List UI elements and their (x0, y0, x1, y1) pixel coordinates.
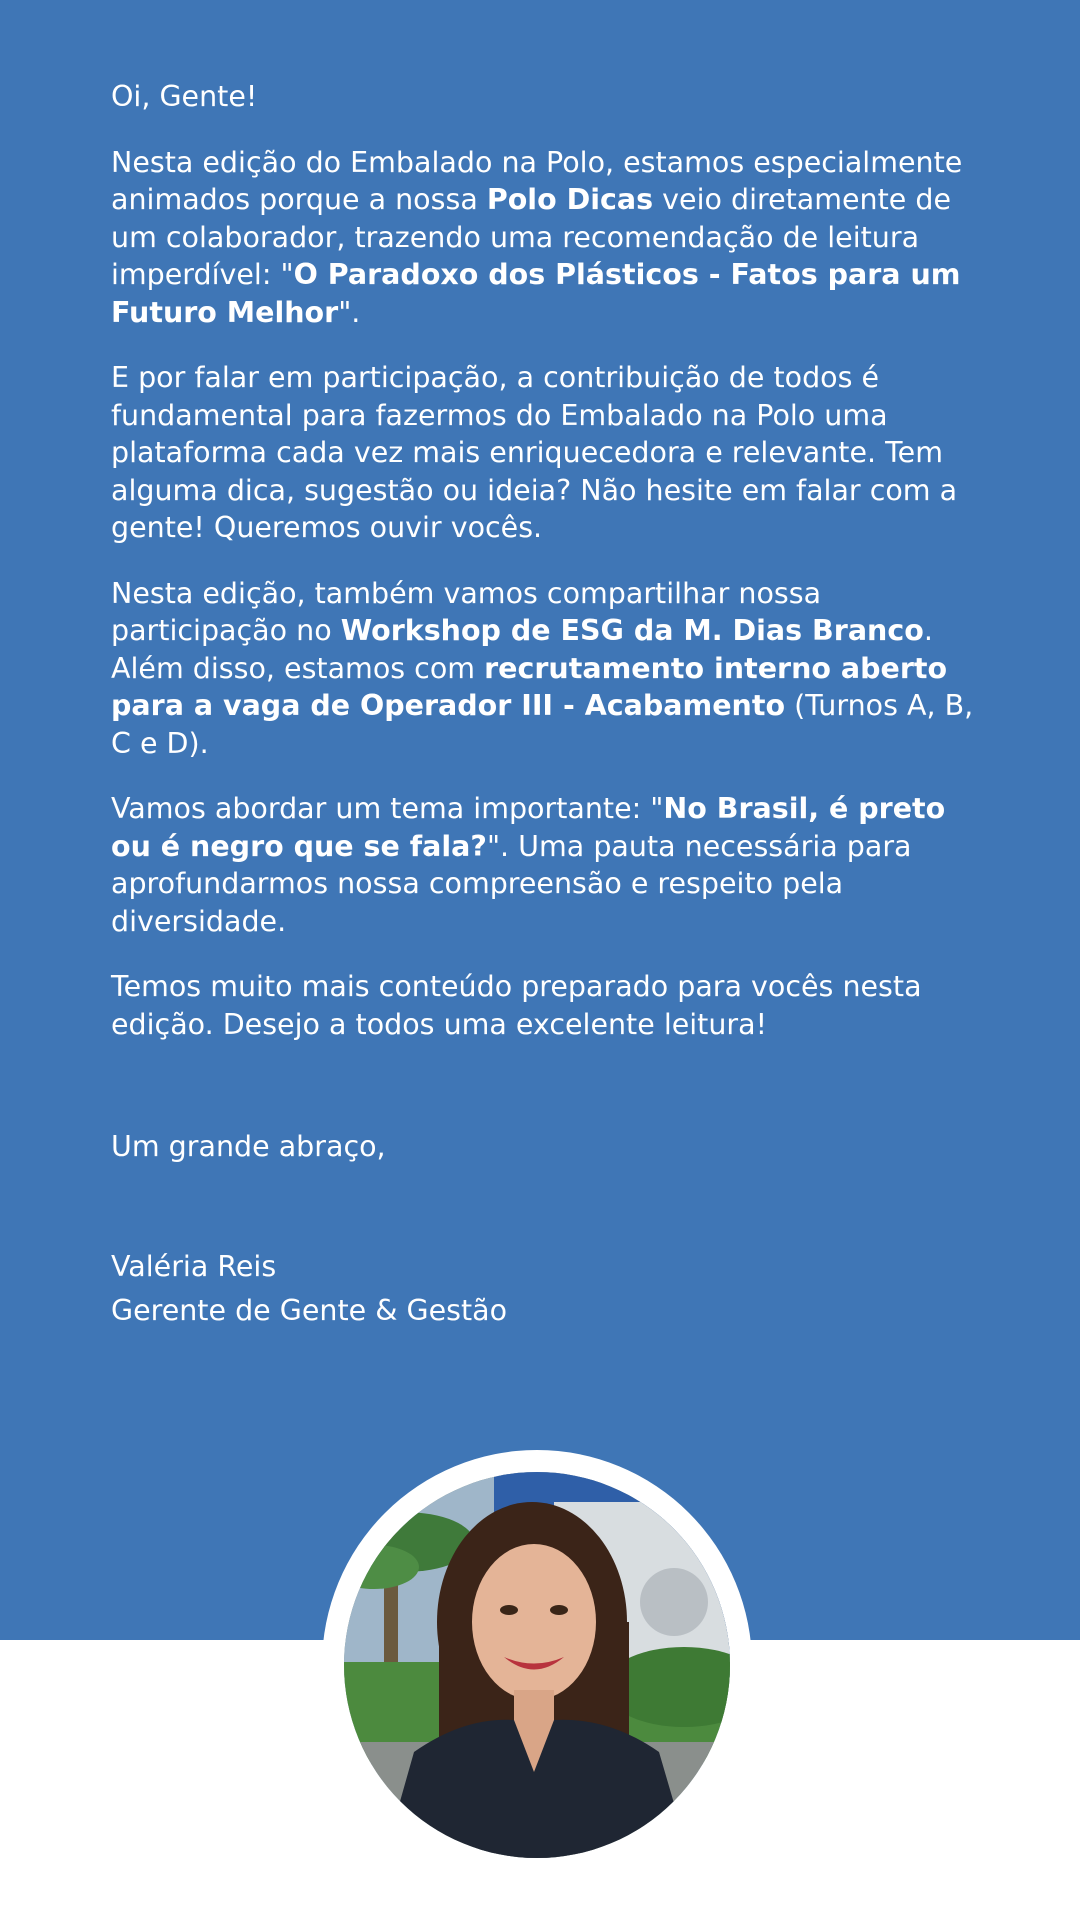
recruitment-highlight: recrutamento interno aberto para a vaga de Operador III - Acabamento (111, 651, 948, 722)
signature-title: Gerente de Gente & Gestão (111, 1294, 508, 1327)
portrait-illustration (344, 1472, 730, 1858)
letter-body (111, 78, 991, 1071)
topic-highlight: No Brasil, é preto ou é negro que se fala? (111, 792, 946, 863)
greeting: Oi, Gente! (111, 80, 258, 113)
polo-dicas-highlight: Polo Dicas (486, 183, 654, 216)
closing-line: Um grande abraço, (111, 1130, 386, 1163)
paragraph-topic: Vamos abordar um tema importante: "No Brasil, é preto ou é negro que se fala?". Uma pauta necessária para aprofundarmos nossa compreensão e respeito pela diversidade. (111, 792, 946, 938)
paragraph-closing: Temos muito mais conteúdo preparado para vocês nesta edição. Desejo a todos uma excelente leitura! (111, 970, 922, 1041)
portrait-photo-icon (344, 1472, 730, 1858)
workshop-highlight: Workshop de ESG da M. Dias Branco (340, 614, 924, 647)
signature-name: Valéria Reis (111, 1250, 277, 1283)
paragraph-participation: E por falar em participação, a contribuição de todos é fundamental para fazermos do Embalado na Polo uma plataforma cada vez mais enriquecedora e relevante. Tem alguma dica, sugestão ou ideia? Não hesite em falar com a gente! Queremos ouvir vocês. (111, 361, 958, 544)
paragraph-workshop: Nesta edição, também vamos compartilhar nossa participação no Workshop de ESG da M. Dias Branco. Além disso, estamos com recrutamento interno aberto para a vaga de Operador III - Acabamento (Turnos A, B, C e D). (111, 576, 974, 760)
book-title-highlight: O Paradoxo dos Plásticos - Fatos para um Futuro Melhor (111, 258, 961, 329)
paragraph-intro: Nesta edição do Embalado na Polo, estamos especialmente animados porque a nossa Polo Dicas veio diretamente de um colaborador, trazendo uma recomendação de leitura imperdível: "O Paradoxo dos Plásticos - Fatos para um Futuro Melhor". (111, 145, 963, 329)
signature-block (111, 1245, 507, 1333)
